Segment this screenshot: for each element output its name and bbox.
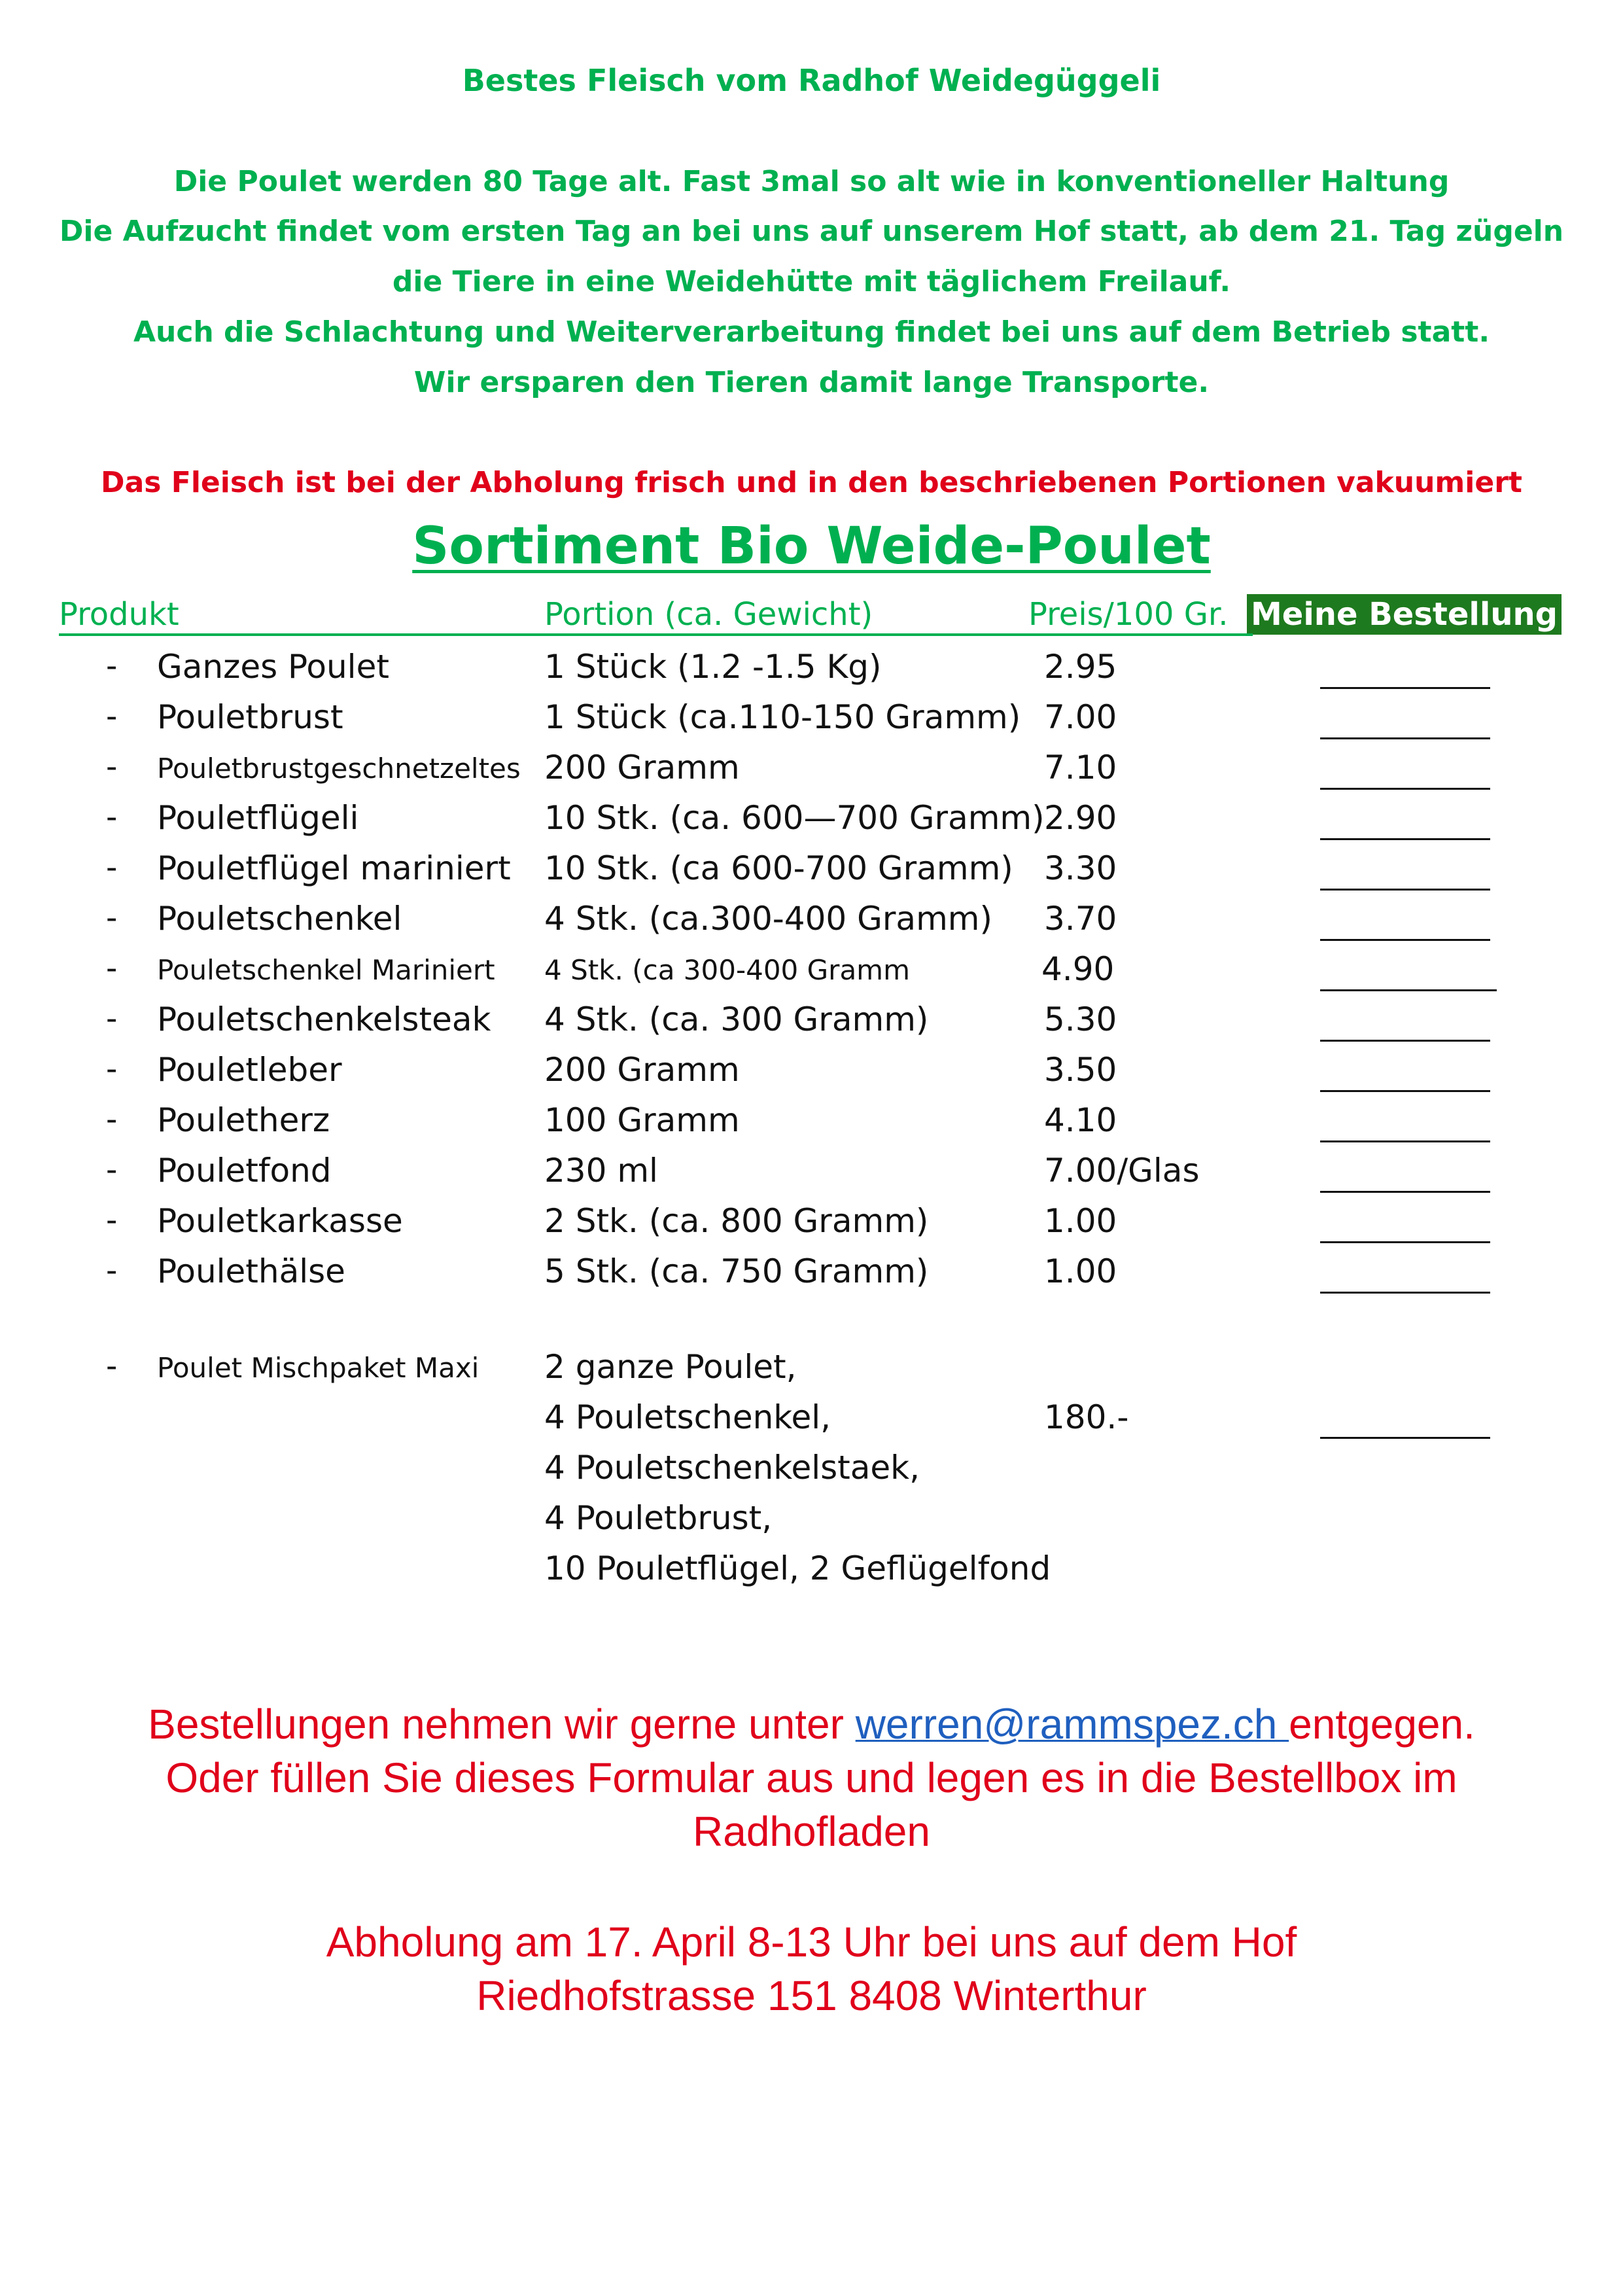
product-name: Pouletschenkel [157,900,402,938]
column-header-price: Preis/100 Gr. [1028,596,1229,633]
order-quantity-blank[interactable] [1320,1090,1490,1092]
product-name: Pouletflügeli [157,799,359,837]
product-price: 3.30 [1044,849,1117,887]
bullet-dash: - [106,849,118,886]
header-underline [59,633,1253,636]
bullet-dash: - [106,1101,118,1138]
order-quantity-blank[interactable] [1320,687,1490,689]
page-title: Sortiment Bio Weide-Poulet [412,517,1211,576]
product-portion: 100 Gramm [544,1101,740,1139]
product-name: Pouletbrustgeschnetzeltes [157,752,521,785]
mix-portion-line: 4 Pouletbrust, [544,1499,773,1537]
product-portion: 4 Stk. (ca.300-400 Gramm) [544,900,992,938]
email-link[interactable]: werren@rammspez.ch [855,1701,1289,1748]
table-row [0,1096,1623,1146]
table-row [0,1046,1623,1096]
bullet-dash: - [106,698,118,735]
form-line-2: Radhofladen [693,1808,930,1855]
table-row [0,1247,1623,1298]
mix-portion-line: 10 Pouletflügel, 2 Geflügelfond [544,1549,1051,1587]
bullet-dash: - [106,1252,118,1289]
order-quantity-blank[interactable] [1320,1437,1490,1439]
product-price: 4.10 [1044,1101,1117,1139]
table-row [0,743,1623,794]
product-name: Pouletbrust [157,698,343,736]
order-quantity-blank[interactable] [1320,1191,1490,1193]
bullet-dash: - [106,1000,118,1037]
pickup-line: Abholung am 17. April 8-13 Uhr bei uns auf dem Hof [326,1918,1297,1966]
order-line [0,1700,1623,1748]
table-row [0,894,1623,945]
table-row [0,1146,1623,1197]
bullet-dash: - [106,950,118,987]
table-row [0,693,1623,743]
order-suffix: entgegen. [1289,1701,1475,1748]
intro-line-3: die Tiere in eine Weidehütte mit täglichem Freilauf. [392,265,1231,298]
product-name: Pouletflügel mariniert [157,849,511,887]
bullet-dash: - [106,1348,118,1385]
order-quantity-blank[interactable] [1320,1140,1490,1142]
order-quantity-blank[interactable] [1320,788,1490,790]
bullet-dash: - [106,1051,118,1087]
intro-line-1: Die Poulet werden 80 Tage alt. Fast 3mal so alt wie in konventioneller Haltung [173,165,1450,198]
product-portion: 4 Stk. (ca 300-400 Gramm [544,954,911,986]
order-quantity-blank[interactable] [1320,1292,1490,1294]
table-row [0,945,1623,995]
product-name: Pouletleber [157,1051,342,1089]
product-price: 5.30 [1044,1000,1117,1038]
table-row [0,995,1623,1046]
bullet-dash: - [106,1202,118,1239]
product-name: Pouletkarkasse [157,1202,403,1240]
product-portion: 2 Stk. (ca. 800 Gramm) [544,1202,929,1240]
product-portion: 200 Gramm [544,1051,740,1089]
product-price: 2.95 [1044,648,1117,686]
product-price: 7.00 [1044,698,1117,736]
product-price: 7.00/Glas [1044,1152,1200,1190]
order-prefix: Bestellungen nehmen wir gerne unter [148,1701,856,1748]
fresh-note: Das Fleisch ist bei der Abholung frisch und in den beschriebenen Portionen vakuumiert [101,466,1522,499]
product-portion: 230 ml [544,1152,658,1190]
column-header-product: Produkt [59,596,179,633]
bullet-dash: - [106,749,118,785]
order-quantity-blank[interactable] [1320,889,1490,891]
mix-price: 180.- [1044,1398,1129,1436]
column-header-portion: Portion (ca. Gewicht) [544,596,873,633]
order-quantity-blank[interactable] [1320,939,1490,941]
page-heading: Bestes Fleisch vom Radhof Weidegüggeli [462,63,1161,98]
product-price: 2.90 [1044,799,1117,837]
product-portion: 4 Stk. (ca. 300 Gramm) [544,1000,929,1038]
intro-line-2: Die Aufzucht findet vom ersten Tag an bei uns auf unserem Hof statt, ab dem 21. Tag zügeln [59,215,1564,248]
product-name: Poulet Mischpaket Maxi [157,1352,480,1384]
table-row [0,1343,1623,1393]
order-quantity-blank[interactable] [1320,1040,1490,1042]
product-name: Pouletschenkel Mariniert [157,954,495,986]
product-portion: 10 Stk. (ca 600-700 Gramm) [544,849,1013,887]
product-price: 1.00 [1044,1202,1117,1240]
product-price: 3.70 [1044,900,1117,938]
product-portion: 1 Stück (1.2 -1.5 Kg) [544,648,882,686]
intro-line-4: Auch die Schlachtung und Weiterverarbeitung findet bei uns auf dem Betrieb statt. [133,315,1490,349]
address-line: Riedhofstrasse 151 8408 Winterthur [476,1972,1147,2019]
product-price: 1.00 [1044,1252,1117,1290]
order-quantity-blank[interactable] [1320,838,1490,840]
order-quantity-blank[interactable] [1320,737,1490,739]
table-row [0,844,1623,894]
bullet-dash: - [106,900,118,936]
product-name: Poulethälse [157,1252,345,1290]
order-quantity-blank[interactable] [1320,1241,1490,1243]
bullet-dash: - [106,648,118,684]
mix-portion-line: 2 ganze Poulet, [544,1348,797,1386]
product-name: Pouletherz [157,1101,330,1139]
bullet-dash: - [106,1152,118,1188]
product-name: Ganzes Poulet [157,648,389,686]
table-row [0,794,1623,844]
form-line: Oder füllen Sie dieses Formular aus und legen es in die Bestellbox im [166,1754,1457,1801]
product-portion: 200 Gramm [544,749,740,786]
bullet-dash: - [106,799,118,836]
order-quantity-blank[interactable] [1320,989,1497,991]
product-name: Pouletschenkelsteak [157,1000,491,1038]
table-row [0,643,1623,693]
intro-line-5: Wir ersparen den Tieren damit lange Transporte. [413,366,1210,399]
product-price: 3.50 [1044,1051,1117,1089]
mix-portion-line: 4 Pouletschenkelstaek, [544,1449,920,1487]
product-price: 4.90 [1041,950,1115,988]
column-header-my-order: Meine Bestellung [1247,594,1562,635]
product-name: Pouletfond [157,1152,332,1190]
product-portion: 10 Stk. (ca. 600—700 Gramm) [544,799,1045,837]
table-row [0,1197,1623,1247]
product-price: 7.10 [1044,749,1117,786]
mix-portion-line: 4 Pouletschenkel, [544,1398,831,1436]
product-portion: 1 Stück (ca.110-150 Gramm) [544,698,1021,736]
product-portion: 5 Stk. (ca. 750 Gramm) [544,1252,929,1290]
